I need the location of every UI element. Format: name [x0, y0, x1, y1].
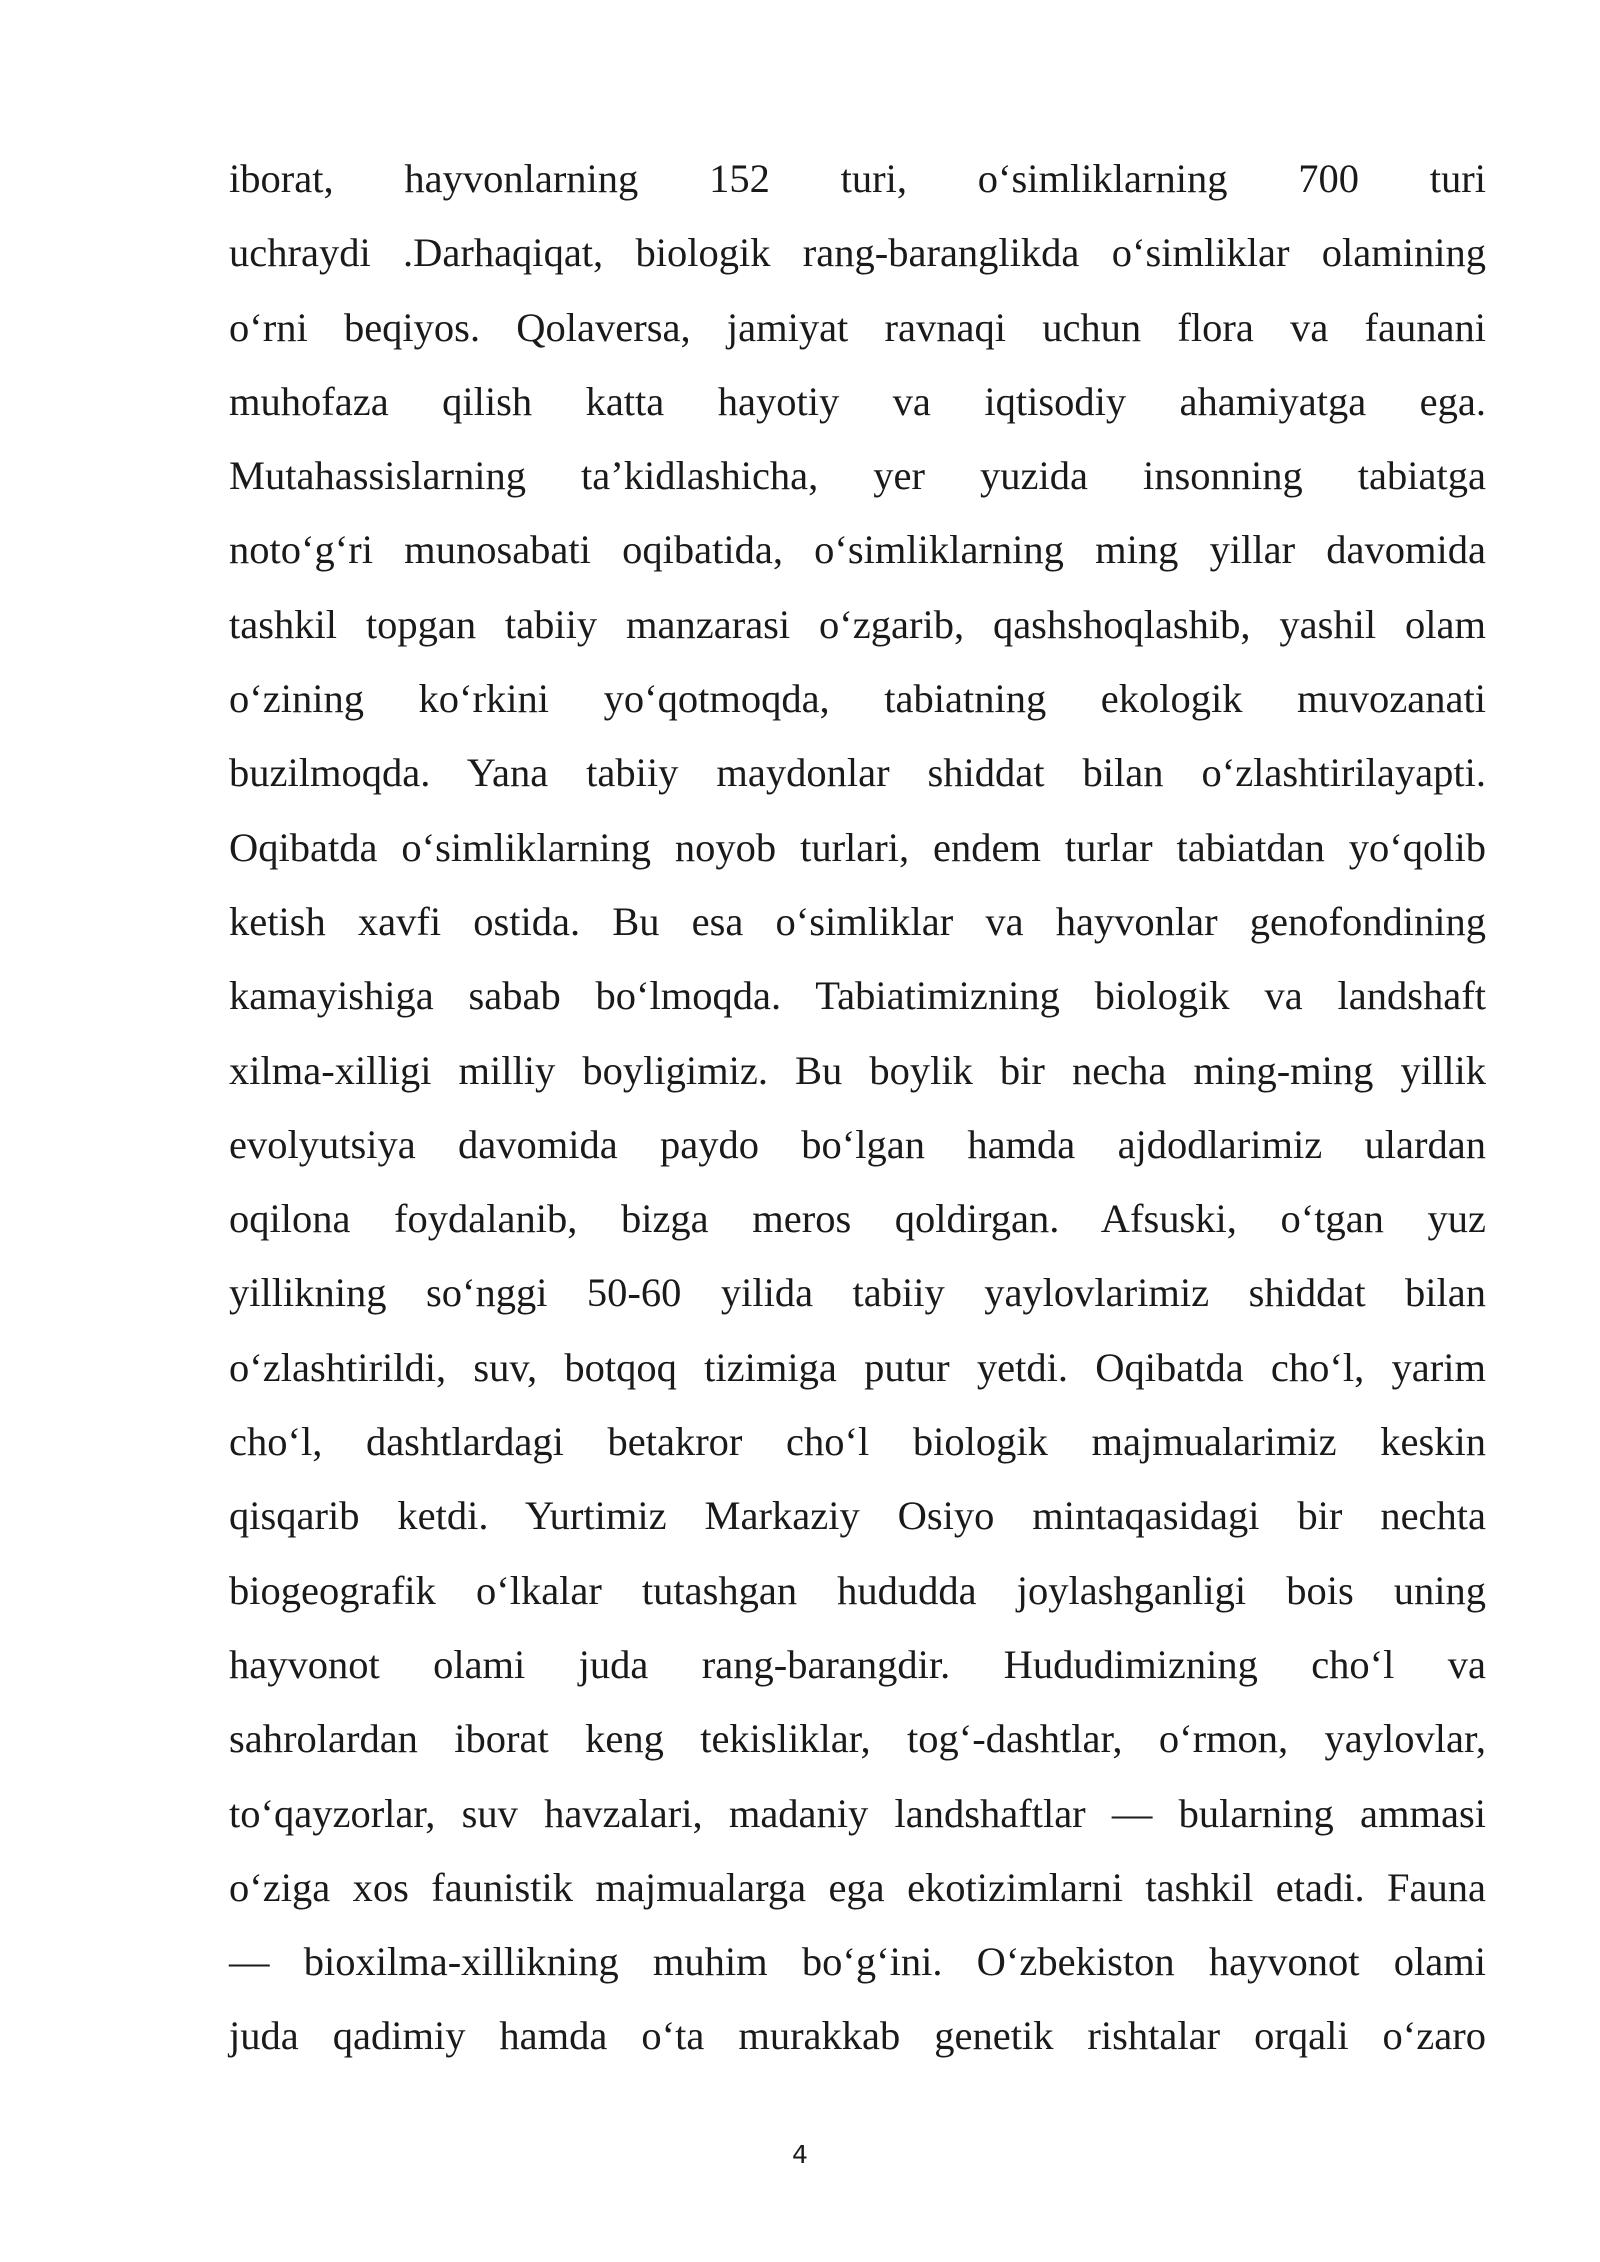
- text-line: kamayishiga sabab bo‘lmoqda. Tabiatimizning biologik va landshaft: [229, 973, 1486, 1019]
- text-line: uchraydi .Darhaqiqat, biologik rang-baranglikda o‘simliklar olamining: [229, 230, 1486, 276]
- text-line: buzilmoqda. Yana tabiiy maydonlar shiddat bilan o‘zlashtirilayapti.: [229, 750, 1486, 796]
- text-line: o‘rni beqiyos. Qolaversa, jamiyat ravnaqi uchun flora va faunani: [229, 304, 1486, 350]
- text-line: Oqibatda o‘simliklarning noyob turlari, endem turlar tabiatdan yo‘qolib: [229, 824, 1486, 870]
- text-line: muhofaza qilish katta hayotiy va iqtisodiy ahamiyatga ega.: [229, 378, 1486, 424]
- text-line: biogeografik o‘lkalar tutashgan hududda joylashganligi bois uning: [229, 1567, 1486, 1613]
- text-line: cho‘l, dashtlardagi betakror cho‘l biologik majmualarimiz keskin: [229, 1419, 1486, 1465]
- text-line: sahrolardan iborat keng tekisliklar, tog‘-dashtlar, o‘rmon, yaylovlar,: [229, 1716, 1486, 1762]
- text-line: yillikning so‘nggi 50-60 yilida tabiiy yaylovlarimiz shiddat bilan: [229, 1270, 1486, 1316]
- text-line: hayvonot olami juda rang-barangdir. Hududimizning cho‘l va: [229, 1641, 1486, 1687]
- text-line: oqilona foydalanib, bizga meros qoldirgan. Afsuski, o‘tgan yuz: [229, 1196, 1486, 1242]
- page-number: 4: [792, 2140, 808, 2169]
- text-line: evolyutsiya davomida paydo bo‘lgan hamda ajdodlarimiz ulardan: [229, 1121, 1486, 1167]
- text-line: — bioxilma-xillikning muhim bo‘g‘ini. O‘zbekiston hayvonot olami: [229, 1939, 1486, 1985]
- text-line: Mutahassislarning ta’kidlashicha, yer yuzida insonning tabiatga: [229, 453, 1486, 499]
- text-line: qisqarib ketdi. Yurtimiz Markaziy Osiyo mintaqasidagi bir nechta: [229, 1493, 1486, 1539]
- text-line: noto‘g‘ri munosabati oqibatida, o‘simliklarning ming yillar davomida: [229, 527, 1486, 573]
- text-line: o‘ziga xos faunistik majmualarga ega ekotizimlarni tashkil etadi. Fauna: [229, 1864, 1486, 1910]
- text-line: o‘zlashtirildi, suv, botqoq tizimiga putur yetdi. Oqibatda cho‘l, yarim: [229, 1344, 1486, 1390]
- text-line: tashkil topgan tabiiy manzarasi o‘zgarib, qashshoqlashib, yashil olam: [229, 601, 1486, 647]
- text-line: juda qadimiy hamda o‘ta murakkab genetik rishtalar orqali o‘zaro: [229, 2013, 1486, 2059]
- text-line: to‘qayzorlar, suv havzalari, madaniy landshaftlar — bularning ammasi: [229, 1790, 1486, 1836]
- text-line: o‘zining ko‘rkini yo‘qotmoqda, tabiatning ekologik muvozanati: [229, 676, 1486, 722]
- body-paragraph: [229, 148, 1486, 2080]
- text-line: xilma-xilligi milliy boyligimiz. Bu boylik bir necha ming-ming yillik: [229, 1047, 1486, 1093]
- text-line: ketish xavfi ostida. Bu esa o‘simliklar va hayvonlar genofondining: [229, 898, 1486, 944]
- text-line: iborat, hayvonlarning 152 turi, o‘simliklarning 700 turi: [229, 156, 1486, 201]
